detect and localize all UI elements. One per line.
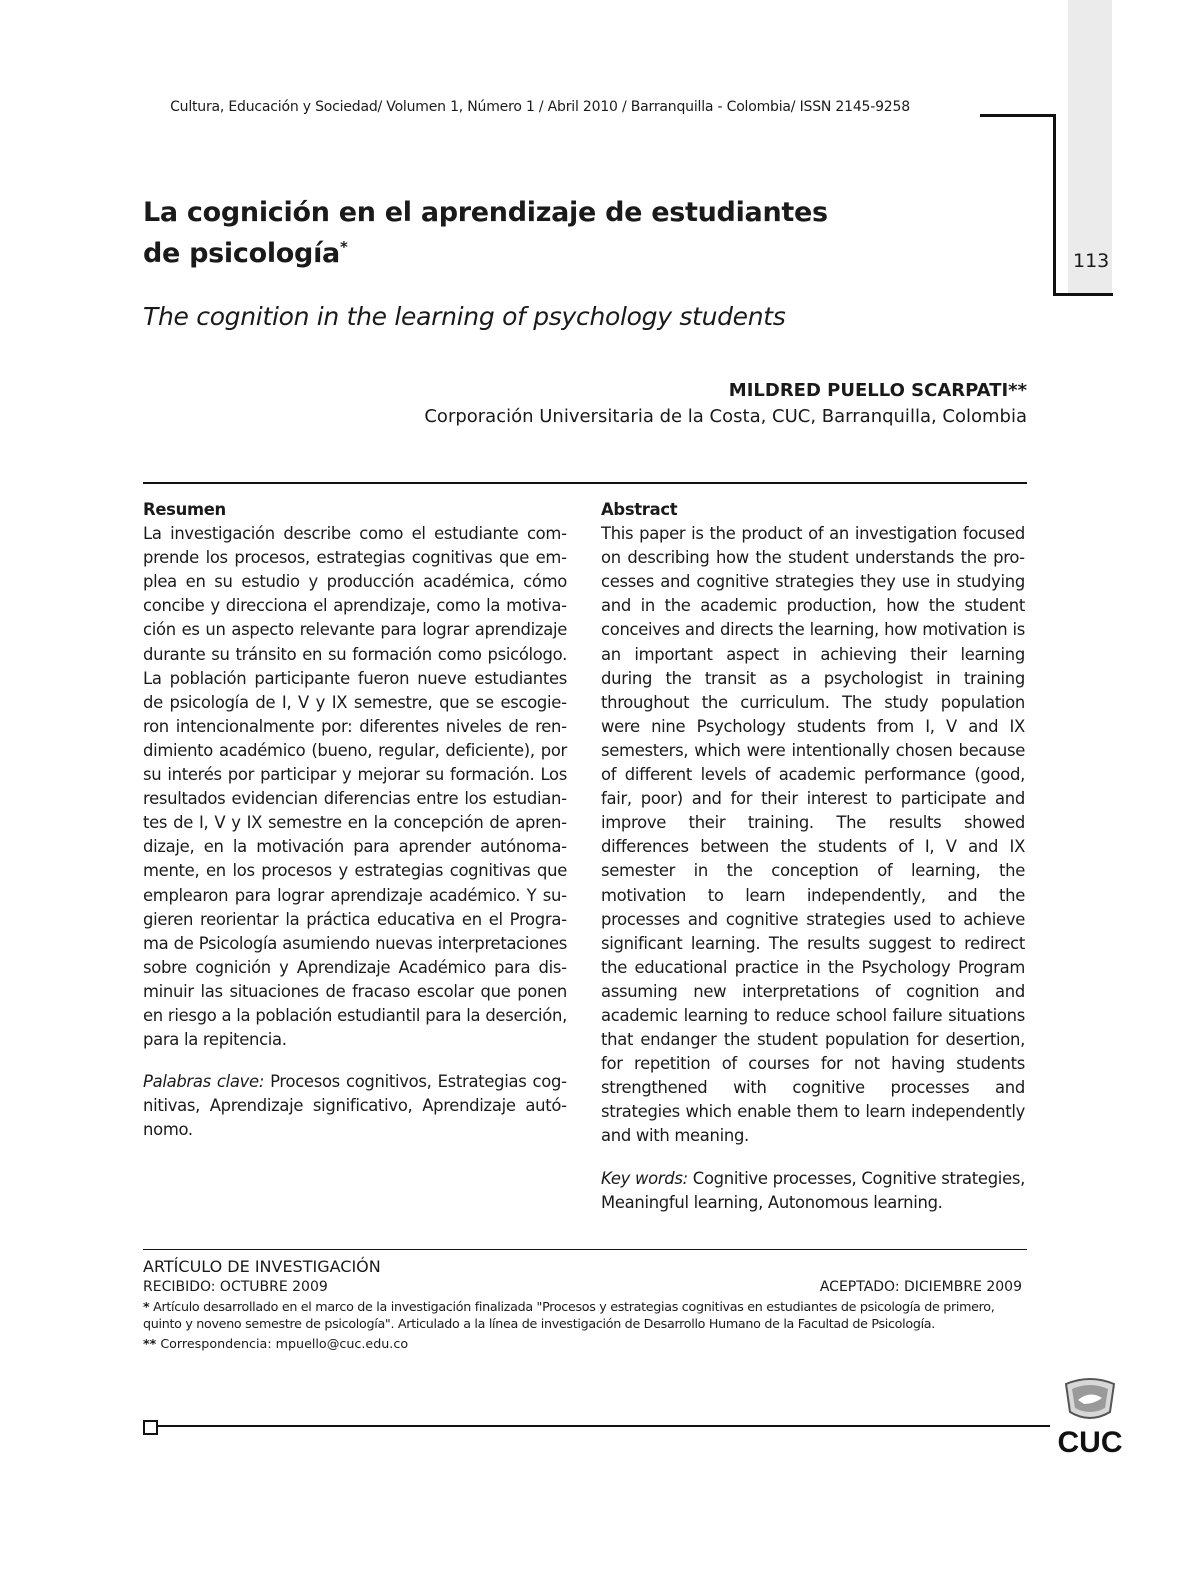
title-footnote-marker: * — [339, 238, 348, 256]
received-date: RECIBIDO: OCTUBRE 2009 — [143, 1279, 328, 1295]
abstract-heading: Abstract — [601, 500, 678, 519]
header-bracket-side — [1053, 114, 1056, 296]
footer-divider — [143, 1249, 1027, 1250]
footnote-2-marker: ** — [143, 1336, 157, 1351]
footnote-1 — [143, 1298, 1033, 1332]
footnote-2 — [143, 1335, 1033, 1352]
palabras-clave-label: Palabras clave: — [143, 1072, 265, 1092]
footnote-2-text: Correspondencia: mpuello@cuc.edu.co — [156, 1336, 409, 1351]
page-number: 113 — [1073, 250, 1110, 272]
bottom-square-marker — [143, 1420, 158, 1435]
accepted-date: ACEPTADO: DICIEMBRE 2009 — [819, 1279, 1022, 1295]
article-subtitle: The cognition in the learning of psychology students — [143, 302, 786, 331]
footnote-1-marker: * — [143, 1299, 150, 1314]
author-affiliation: Corporación Universitaria de la Costa, CUC, Barranquilla, Colombia — [424, 406, 1027, 427]
key-words-label: Key words: — [601, 1168, 688, 1188]
palabras-clave — [143, 1070, 567, 1142]
resumen-body: La investigación describe como el estudiante comprende los procesos, estrategias cognitivas que emplea en su estudio y producción académica, cómo concibe y direcciona el aprendizaje, como la motivación es un aspecto relevante para lograr aprendizaje durante su tránsito en su formación como psicólogo. La población participante fueron nueve estudiantes de psicología de I, V y IX semestre, que se escogieron intencionalmente por: diferentes niveles de rendimiento académico (bueno, regular, deficiente), por su interés por participar y mejorar su formación. Los resultados evidencian diferencias entre los estudiantes de I, V y IX semestre en la concepción de aprendizaje, en la motivación para aprender autónomamente, en los procesos y estrategias cognitivas que emplearon para lograr aprendizaje académico. Y sugieren reorientar la práctica educativa en el Programa de Psicología asumiendo nuevas interpretaciones sobre cognición y Aprendizaje Académico para disminuir las situaciones de fracaso escolar que ponen en riesgo a la población estudiantil para la deserción, para la repitencia. — [143, 524, 567, 1050]
resumen-section — [143, 498, 567, 1142]
bottom-rule — [158, 1425, 1050, 1427]
title-line-1: La cognición en el aprendizaje de estudiantes — [143, 197, 828, 228]
article-type: ARTÍCULO DE INVESTIGACIÓN — [143, 1257, 381, 1276]
article-title — [143, 196, 903, 271]
footnote-1-text: Artículo desarrollado en el marco de la investigación finalizada "Procesos y estrategias cognitivas en estudiantes de psicología de primero, quinto y noveno semestre de psicología". Articulado a la línea de investigación de Desarrollo Humano de la Facultad de Psicología. — [143, 1299, 995, 1331]
journal-header: Cultura, Educación y Sociedad/ Volumen 1, Número 1 / Abril 2010 / Barranquilla - Colombia/ ISSN 2145-9258 — [170, 99, 910, 115]
palabras-clave-text: Procesos cognitivos, Estrategias cognitivas, Aprendizaje significativo, Aprendizaje autónomo. — [143, 1072, 567, 1140]
key-words — [601, 1167, 1025, 1215]
logo-text: CUC — [1057, 1426, 1123, 1459]
author-name: MILDRED PUELLO SCARPATI** — [728, 380, 1027, 401]
abstract-section — [601, 498, 1025, 1215]
header-bracket-bottom — [1053, 293, 1113, 296]
resumen-heading: Resumen — [143, 500, 226, 519]
title-line-2: de psicología — [143, 238, 340, 269]
header-bracket-top — [980, 114, 1056, 117]
abstract-body: This paper is the product of an investigation focused on describing how the student understands the processes and cognitive strategies they use in studying and in the academic production, how the student conceives and directs the learning, how motivation is an important aspect in achieving their learning during the transit as a psychologist in training throughout the curriculum. The study population were nine Psychology students from I, V and IX semesters, which were intentionally chosen because of different levels of academic performance (good, fair, poor) and for their interest to participate and improve their training. The results showed differences between the students of I, V and IX semester in the conception of learning, the motivation to learn independently, and the processes and cognitive strategies used to achieve significant learning. The results suggest to redirect the educational practice in the Psychology Program assuming new interpretations of cognition and academic learning to reduce school failure situations that endanger the student population for desertion, for repetition of courses for not having students strengthened with cognitive processes and strategies which enable them to learn independently and with meaning. — [601, 524, 1025, 1146]
cuc-shield-logo-icon — [1044, 1374, 1136, 1460]
key-words-text: Cognitive processes, Cognitive strategies, Meaningful learning, Autonomous learning. — [601, 1168, 1025, 1212]
top-divider — [143, 482, 1027, 484]
